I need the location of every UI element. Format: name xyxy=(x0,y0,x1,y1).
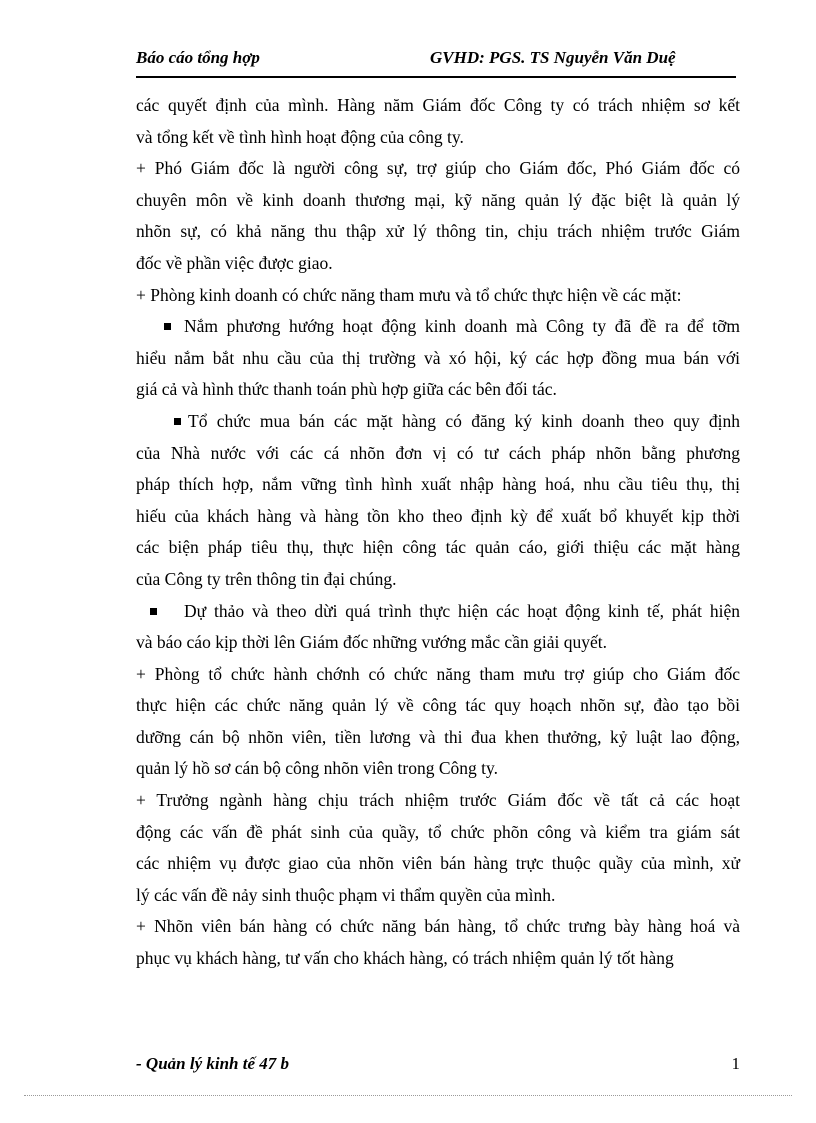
paragraph-sales-staff xyxy=(136,911,740,974)
text-line: + Trưởng ngành hàng chịu trách nhiệm trước Giám đốc về tất cả các hoạt xyxy=(136,790,740,811)
paragraph-product-line-head xyxy=(136,785,740,911)
bullet-first-line xyxy=(136,406,740,438)
text-line: + Phòng tổ chức hành chớnh có chức năng tham mưu trợ giúp cho Giám đốc xyxy=(136,663,740,684)
text-line: của Công ty trên thông tin đại chúng. xyxy=(136,568,397,589)
text-line: của Nhà nước với các cá nhõn đơn vị có tư cách pháp nhõn bằng phương xyxy=(136,442,740,463)
text-line: hiểu nắm bắt nhu cầu của thị trường và xó hội, ký các hợp đồng mua bán với xyxy=(136,347,740,368)
text-line: dưỡng cán bộ nhõn viên, tiền lương và thi đua khen thưởng, kỷ luật lao động, xyxy=(136,726,740,747)
header-supervisor: GVHD: PGS. TS Nguyễn Văn Duệ xyxy=(430,48,676,67)
header-report-title: Báo cáo tổng hợp xyxy=(136,48,260,67)
text-line: các nhiệm vụ được giao của nhõn viên bán hàng trực thuộc quầy của mình, xử xyxy=(136,853,740,874)
page-number: 1 xyxy=(731,1054,740,1073)
page-header xyxy=(136,48,736,74)
header-divider xyxy=(136,76,736,78)
square-bullet-icon xyxy=(150,608,157,615)
text-line: nhõn sự, có khả năng thu thập xử lý thông tin, chịu trách nhiệm trước Giám xyxy=(136,221,740,242)
bullet-item-monitoring xyxy=(136,596,740,659)
page-footer xyxy=(136,1054,740,1078)
paragraph-business-department xyxy=(136,280,740,312)
text-line: + Phó Giám đốc là người công sự, trợ giúp cho Giám đốc, Phó Giám đốc có xyxy=(136,158,740,179)
document-body xyxy=(136,90,740,975)
paragraph-deputy-director xyxy=(136,153,740,279)
text-line: thực hiện các chức năng quản lý về công tác quy hoạch nhõn sự, đào tạo bồi xyxy=(136,695,740,716)
text-line: + Nhõn viên bán hàng có chức năng bán hàng, tổ chức trưng bày hàng hoá và xyxy=(136,916,740,937)
text-line: + Phòng kinh doanh có chức năng tham mưu và tổ chức thực hiện về các mặt: xyxy=(136,284,682,305)
bullet-first-line xyxy=(136,596,740,628)
text-line: lý các vấn đề nảy sinh thuộc phạm vi thẩm quyền của mình. xyxy=(136,884,556,905)
text-line: các biện pháp tiêu thụ, thực hiện công tác quản cáo, giới thiệu các mặt hàng xyxy=(136,537,740,558)
text-line: Nắm phương hướng hoạt động kinh doanh mà Công ty đã đề ra để tỡm xyxy=(184,316,740,337)
footer-class-label: - Quản lý kinh tế 47 b xyxy=(136,1054,290,1073)
page-bottom-divider xyxy=(24,1095,792,1096)
text-line: động các vấn đề phát sinh của quầy, tổ chức phõn công và kiểm tra giám sát xyxy=(136,821,740,842)
text-line: chuyên môn về kinh doanh thương mại, kỹ năng quản lý đặc biệt là quản lý xyxy=(136,189,740,210)
bullet-item-market-research xyxy=(136,311,740,406)
text-line: phục vụ khách hàng, tư vấn cho khách hàng, có trách nhiệm quản lý tốt hàng xyxy=(136,948,674,969)
bullet-first-line xyxy=(136,311,740,343)
bullet-item-trading-organization xyxy=(136,406,740,596)
text-line: và báo cáo kịp thời lên Giám đốc những vướng mắc cần giải quyết. xyxy=(136,632,607,653)
text-line: Tổ chức mua bán các mặt hàng có đăng ký kinh doanh theo quy định xyxy=(188,410,740,431)
text-line: các quyết định của mình. Hàng năm Giám đốc Công ty có trách nhiệm sơ kết xyxy=(136,95,740,115)
text-line: giá cả và hình thức thanh toán phù hợp giữa các bên đối tác. xyxy=(136,379,557,400)
text-line: quản lý hồ sơ cán bộ công nhõn viên trong Công ty. xyxy=(136,758,498,779)
text-line: đốc về phần việc được giao. xyxy=(136,252,333,273)
text-line: pháp thích hợp, nắm vững tình hình xuất nhập hàng hoá, nhu cầu tiêu thụ, thị xyxy=(136,474,740,495)
paragraph-director-duties xyxy=(136,90,740,153)
paragraph-admin-department xyxy=(136,659,740,785)
text-line: Dự thảo và theo dừi quá trình thực hiện các hoạt động kinh tế, phát hiện xyxy=(184,600,740,621)
text-line: và tổng kết về tình hình hoạt động của công ty. xyxy=(136,126,464,147)
text-line: hiếu của khách hàng và hàng tồn kho theo định kỳ để xuất bổ khuyết kịp thời xyxy=(136,505,740,526)
square-bullet-icon xyxy=(174,418,181,425)
square-bullet-icon xyxy=(164,323,171,330)
